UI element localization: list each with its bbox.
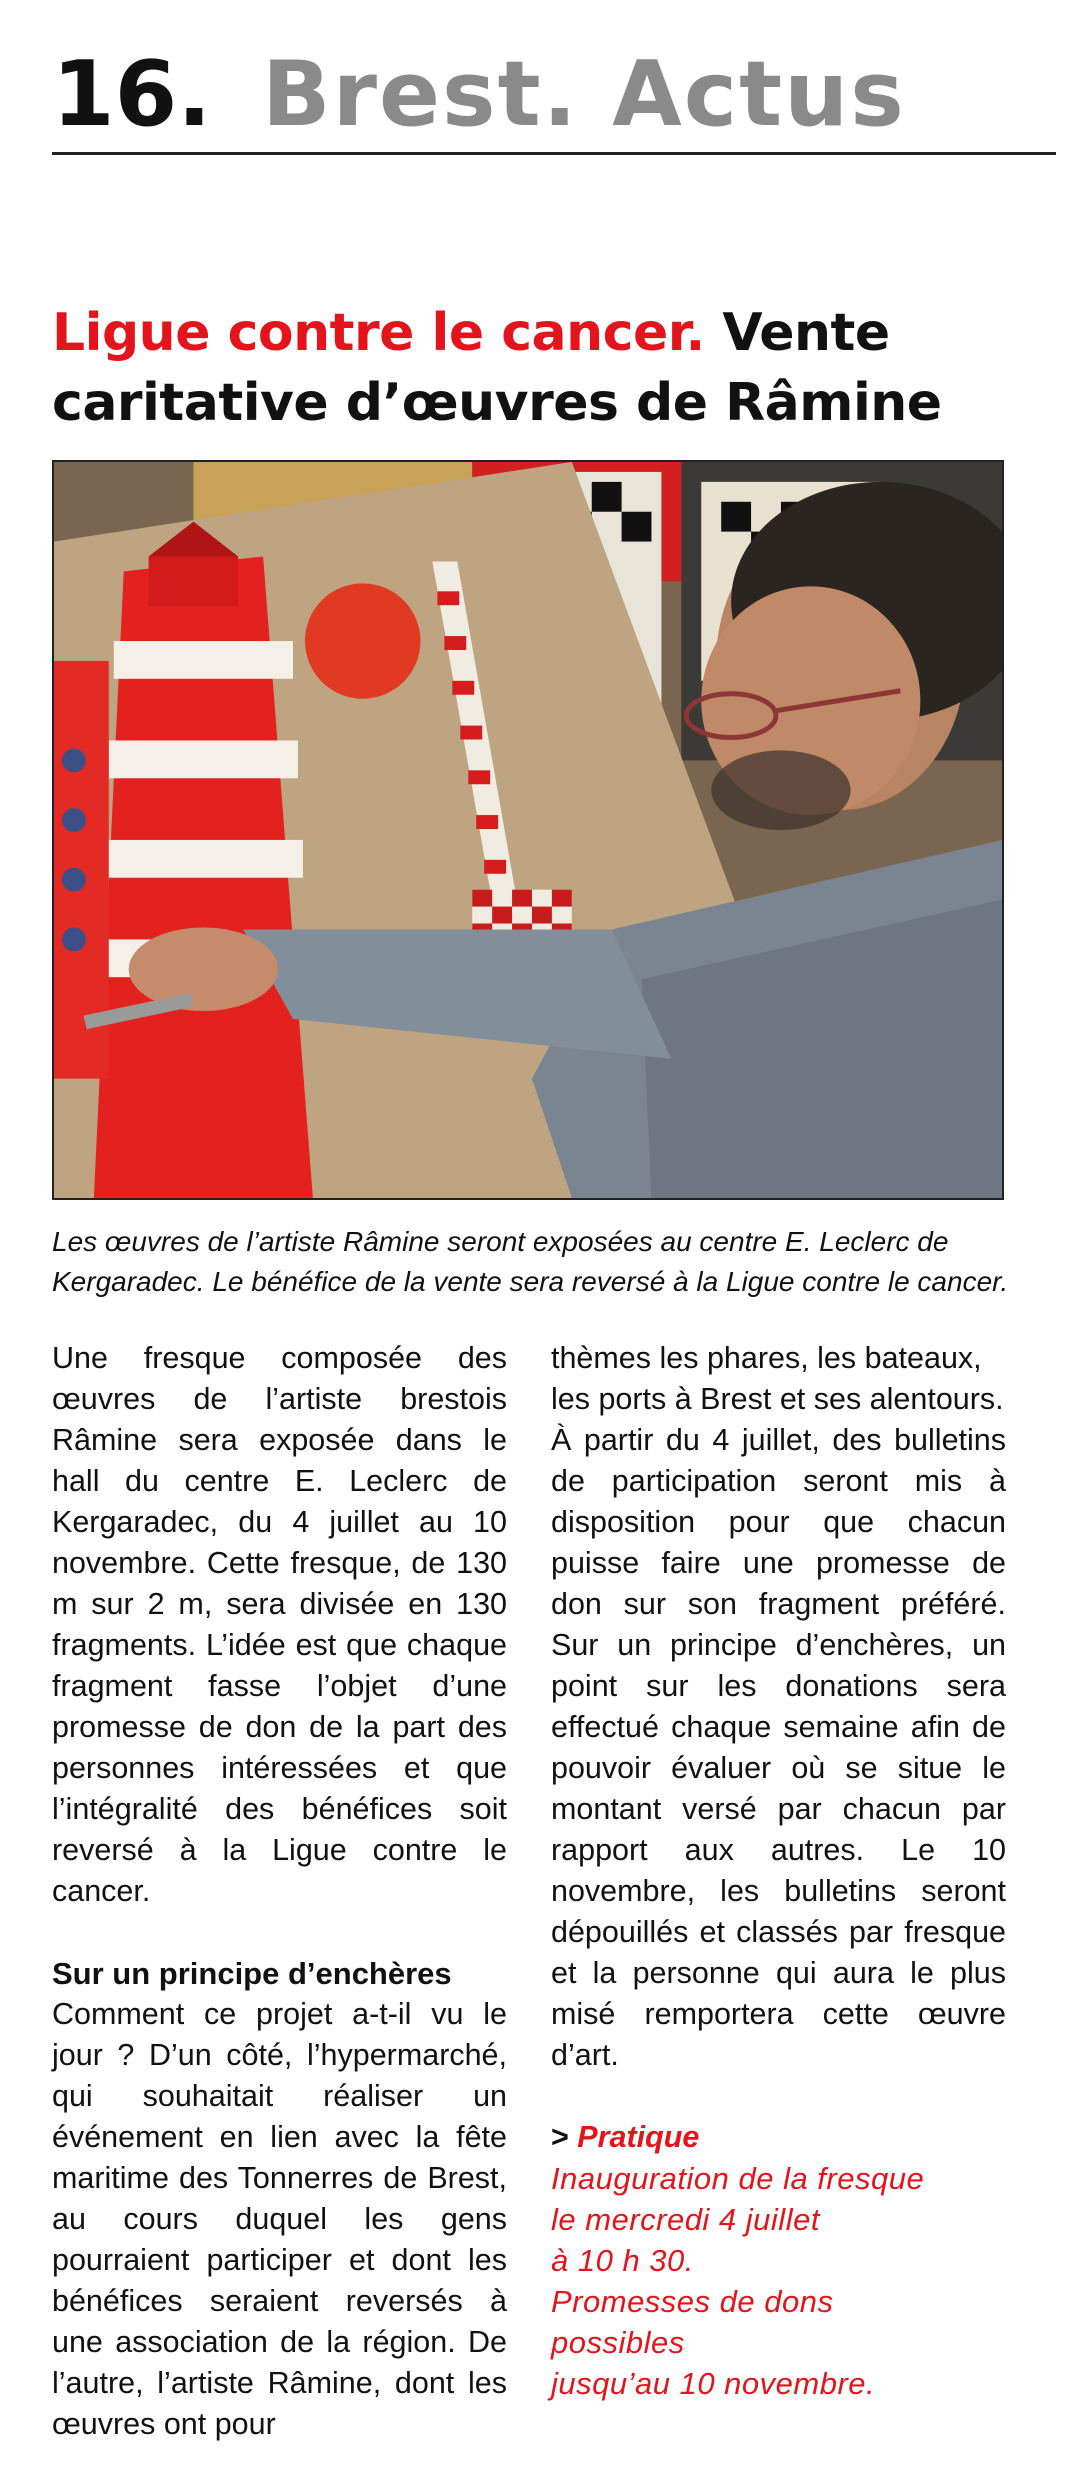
pratique-line: à 10 h 30. [551,2243,694,2278]
article-column-left [52,1338,507,2445]
pratique-line: Promesses de dons [551,2284,834,2319]
pratique-line: possibles [551,2325,685,2360]
article-photo [52,460,1004,1200]
headline-title: Vente caritative d’œuvres de Râmine [52,303,942,433]
body-paragraph: Comment ce projet a-t-il vu le jour ? D’un côté, l’hypermarché, qui souhaitait réaliser un événement en lien avec la fête maritime des Tonnerres de Brest, au cours duquel les gens pourraient participer et dont les bénéfices seraient reversés à une association de la région. De l’autre, l’artiste Râmine, dont les œuvres ont pour [52,1997,507,2441]
photo-caption: Les œuvres de l’artiste Râmine seront exposées au centre E. Leclerc de Kergaradec. Le bénéfice de la vente sera reversé à la Ligue contre le cancer. [52,1226,1009,1297]
pratique-line: le mercredi 4 juillet [551,2202,820,2237]
pratique-line: Inauguration de la fresque [551,2161,925,2196]
masthead-rule [52,152,1056,155]
artist-painting-image [54,462,1002,1198]
article-column-right [551,1338,1006,2404]
pratique-line: jusqu’au 10 novembre. [551,2366,876,2401]
body-paragraph: thèmes les phares, les bateaux, les ports à Brest et ses alentours. [551,1341,1004,1416]
pratique-label: Pratique [577,2120,700,2154]
body-paragraph: À partir du 4 juillet, des bulletins de participation seront mis à disposition pour que chacun puisse faire une promesse de don sur son fragment préféré. Sur un principe d’enchères, un point sur les donations sera effectué chaque semaine afin de pouvoir évaluer où se situe le montant versé par chacun par rapport aux autres. Le 10 novembre, les bulletins seront dépouillés et classés par fresque et la personne qui aura le plus misé remportera cette œuvre d’art. [551,1423,1006,2072]
masthead-bar [52,40,1052,155]
body-paragraph: Une fresque composée des œuvres de l’artiste brestois Râmine sera exposée dans le hall du centre E. Leclerc de Kergaradec, du 4 juillet au 10 novembre. Cette fresque, de 130 m sur 2 m, sera divisée en 130 fragments. L’idée est que chaque fragment fasse l’objet d’une promesse de don de la part des personnes intéressées et que l’intégralité des bénéfices soit reversé à la Ligue contre le cancer. [52,1341,507,1908]
page-number: 16. [52,42,212,147]
article-subhead: Sur un principe d’enchères [52,1956,452,1991]
pratique-heading [551,2117,1006,2158]
section-title: Brest. Actus [262,42,906,147]
chevron-right-icon: > [551,2120,569,2154]
headline-kicker: Ligue contre le cancer. [52,303,705,363]
pratique-box [551,2117,1006,2404]
article-headline [52,298,1052,438]
